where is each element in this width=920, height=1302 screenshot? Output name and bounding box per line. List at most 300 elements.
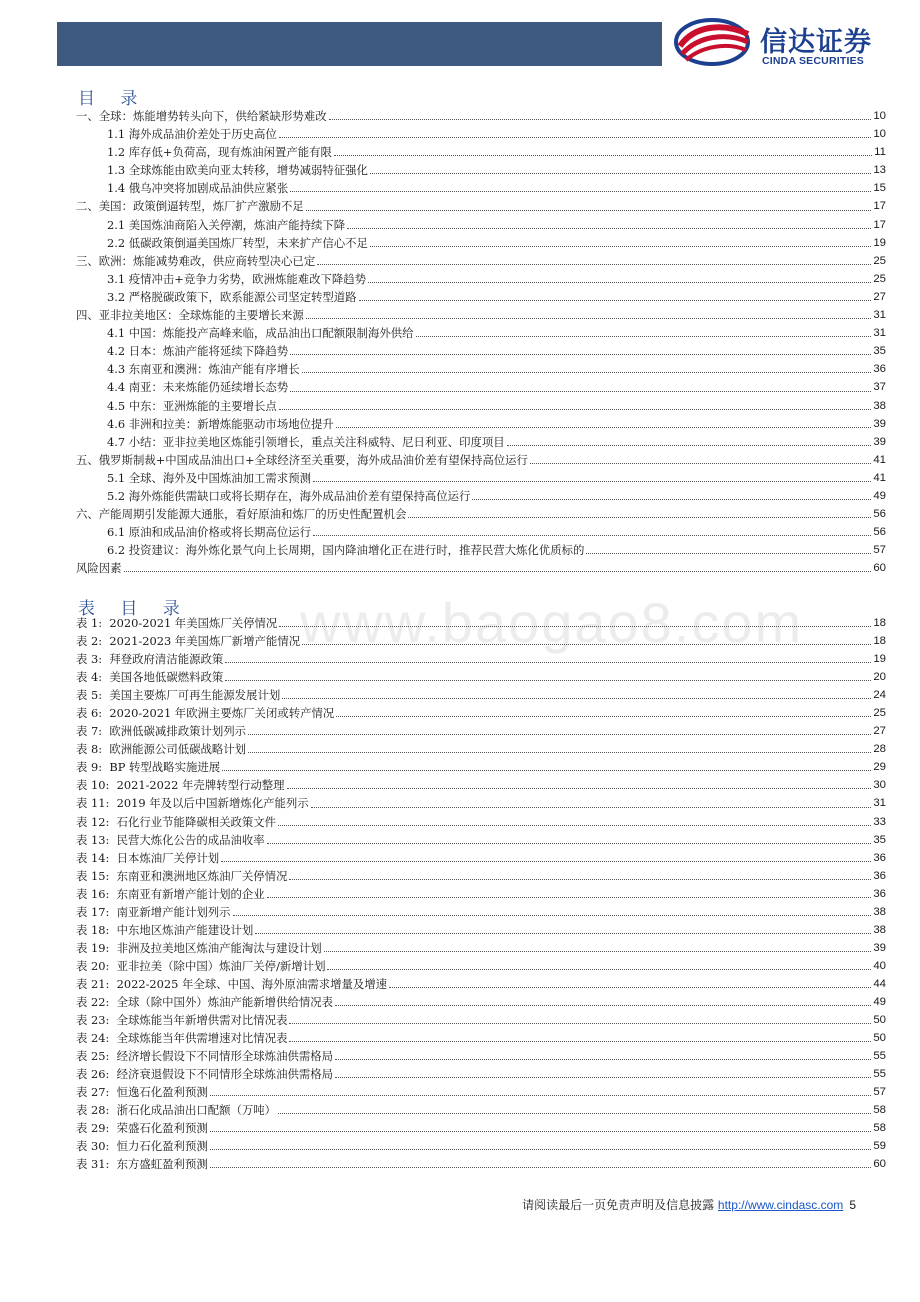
dot-leader <box>248 752 871 753</box>
table-list-entry-label <box>76 1083 208 1101</box>
table-number: 表 31: <box>76 1157 110 1172</box>
table-list-entry-label <box>76 776 285 794</box>
dot-leader <box>311 807 872 808</box>
table-list-entry-page: 58 <box>873 1122 886 1135</box>
toc-entry-label: 5.1 全球、海外及中国炼油加工需求预测 <box>107 470 311 485</box>
dot-leader <box>335 1077 871 1078</box>
toc-entry-page: 27 <box>873 290 886 303</box>
table-list-entry[interactable] <box>76 831 886 849</box>
table-number: 表 6: <box>76 706 103 721</box>
table-list-entry-page: 55 <box>873 1068 886 1081</box>
table-list-entry-label <box>76 1029 287 1047</box>
toc-entry-page: 36 <box>873 363 886 376</box>
table-list-entry-page: 35 <box>873 833 886 846</box>
table-number: 表 9: <box>76 760 103 775</box>
table-list-entry[interactable] <box>76 650 886 668</box>
table-list-entry-label <box>76 957 325 975</box>
table-title: 非洲及拉美地区炼油产能淘汰与建设计划 <box>116 940 322 955</box>
table-list-entry-page: 20 <box>873 671 886 684</box>
dot-leader <box>324 951 872 952</box>
toc-entry-page: 17 <box>873 200 886 213</box>
table-list-entry-page: 57 <box>873 1086 886 1099</box>
toc-entry-page: 17 <box>873 218 886 231</box>
table-list-entry[interactable] <box>76 632 886 650</box>
table-list-entry[interactable] <box>76 1047 886 1065</box>
toc-entry-label: 2.2 低碳政策倒逼美国炼厂转型，未来扩产信心不足 <box>107 235 368 250</box>
dot-leader <box>370 246 871 247</box>
table-list-entry-label <box>76 939 322 957</box>
dot-leader <box>279 409 872 410</box>
table-list-entry[interactable] <box>76 1101 886 1119</box>
toc-entry[interactable] <box>76 378 886 396</box>
table-list-entry[interactable] <box>76 975 886 993</box>
toc-entry[interactable] <box>76 252 886 270</box>
table-list-entry-label <box>76 885 265 903</box>
table-title: 美国各地低碳燃料政策 <box>109 670 224 685</box>
dot-leader <box>507 445 872 446</box>
table-number: 表 10: <box>76 778 110 793</box>
table-title: 东方盛虹盈利预测 <box>116 1157 208 1172</box>
watermark: www.baogao8.com <box>300 591 804 654</box>
dot-leader <box>416 336 872 337</box>
toc-entry[interactable] <box>76 306 886 324</box>
dot-leader <box>317 264 871 265</box>
toc-entry-label: 2.1 美国炼油商陷入关停潮，炼油产能持续下降 <box>107 217 346 232</box>
dot-leader <box>335 1005 871 1006</box>
table-number: 表 24: <box>76 1031 110 1046</box>
table-number: 表 22: <box>76 994 110 1009</box>
table-number: 表 13: <box>76 832 110 847</box>
table-list-entry-label <box>76 1155 208 1173</box>
toc-entry[interactable] <box>76 541 886 559</box>
toc-entry-page: 15 <box>873 182 886 195</box>
table-number: 表 27: <box>76 1085 110 1100</box>
table-number: 表 15: <box>76 868 110 883</box>
dot-leader <box>327 969 871 970</box>
logo-emblem-icon <box>672 16 756 68</box>
table-list-entry[interactable] <box>76 1155 886 1173</box>
toc-entry[interactable] <box>76 161 886 179</box>
table-list-entry-label <box>76 794 309 812</box>
table-list-entry[interactable] <box>76 668 886 686</box>
table-number: 表 21: <box>76 976 110 991</box>
toc-entry-label: 4.1 中国：炼能投产高峰来临，成品油出口配额限制海外供给 <box>107 326 414 341</box>
table-list-entry-page: 29 <box>873 761 886 774</box>
dot-leader <box>472 499 871 500</box>
dot-leader <box>221 861 871 862</box>
toc-entry[interactable] <box>76 433 886 451</box>
table-list-entry[interactable] <box>76 813 886 831</box>
table-number: 表 18: <box>76 922 110 937</box>
dot-leader <box>370 173 871 174</box>
table-list-entry-page: 38 <box>873 905 886 918</box>
table-list-entry[interactable] <box>76 776 886 794</box>
table-list-entry-label <box>76 686 280 704</box>
toc-entry[interactable] <box>76 234 886 252</box>
table-title: 拜登政府清洁能源政策 <box>109 652 224 667</box>
toc-entry[interactable] <box>76 397 886 415</box>
toc-entry-page: 41 <box>873 471 886 484</box>
dot-leader <box>336 716 871 717</box>
table-of-contents <box>76 107 886 577</box>
table-list-entry[interactable] <box>76 1011 886 1029</box>
toc-entry[interactable] <box>76 342 886 360</box>
toc-entry-label: 5.2 海外炼能供需缺口或将长期存在，海外成品油价差有望保持高位运行 <box>107 488 471 503</box>
toc-entry-label: 4.7 小结：亚非拉美地区炼能引领增长，重点关注科威特、尼日利亚、印度项目 <box>107 434 505 449</box>
table-number: 表 2: <box>76 634 103 649</box>
table-list-entry[interactable] <box>76 1119 886 1137</box>
dot-leader <box>334 155 872 156</box>
toc-entry-page: 57 <box>873 544 886 557</box>
table-list-entry[interactable] <box>76 794 886 812</box>
table-list-entry-page: 18 <box>873 635 886 648</box>
table-title: 亚非拉美（除中国）炼油厂关停/新增计划 <box>116 958 326 973</box>
table-list-entry-label <box>76 975 387 993</box>
table-list-entry-label <box>76 921 253 939</box>
table-list-entry-label <box>76 1047 333 1065</box>
dot-leader <box>210 1095 872 1096</box>
toc-entry-page: 49 <box>873 489 886 502</box>
table-list-entry-page: 25 <box>873 707 886 720</box>
dot-leader <box>389 987 871 988</box>
table-list-entry-label <box>76 632 300 650</box>
table-number: 表 29: <box>76 1121 110 1136</box>
dot-leader <box>225 680 871 681</box>
dot-leader <box>313 481 871 482</box>
dot-leader <box>279 626 871 627</box>
table-title: 2020-2021 年美国炼厂关停情况 <box>109 616 278 630</box>
table-list-entry-page: 44 <box>873 977 886 990</box>
table-list-entry[interactable] <box>76 722 886 740</box>
table-list-entry-page: 30 <box>873 779 886 792</box>
table-number: 表 25: <box>76 1049 110 1064</box>
table-title: 民营大炼化公告的成品油收率 <box>116 832 265 847</box>
table-title: 东南亚有新增产能计划的企业 <box>116 886 265 901</box>
toc-entry-label: 4.5 中东：亚洲炼能的主要增长点 <box>107 398 277 413</box>
table-number: 表 5: <box>76 688 103 703</box>
dot-leader <box>290 191 871 192</box>
toc-title: 目 录 <box>78 89 148 109</box>
table-title: 美国主要炼厂可再生能源发展计划 <box>109 688 281 703</box>
toc-entry-page: 41 <box>873 453 886 466</box>
toc-entry-label: 6.2 投资建议：海外炼化景气向上长周期，国内降油增化正在进行时，推荐民营大炼化优质标的 <box>107 543 585 558</box>
toc-entry-page: 10 <box>873 110 886 122</box>
table-number: 表 8: <box>76 742 103 757</box>
table-list-entry[interactable] <box>76 614 886 632</box>
website-link[interactable]: http://www.cindasc.com <box>717 1198 844 1212</box>
table-list-entry[interactable] <box>76 1083 886 1101</box>
table-title: 2019 年及以后中国新增炼化产能列示 <box>116 796 309 811</box>
toc-entry-page: 25 <box>873 272 886 285</box>
dot-leader <box>302 372 872 373</box>
table-number: 表 20: <box>76 958 110 973</box>
table-title: 2022-2025 年全球、中国、海外原油需求增量及增速 <box>116 976 388 991</box>
toc-entry[interactable] <box>76 360 886 378</box>
list-of-tables <box>76 614 886 1173</box>
toc-entry[interactable] <box>76 125 886 143</box>
dot-leader <box>586 553 871 554</box>
dot-leader <box>124 571 872 572</box>
table-title: 经济衰退假设下不同情形全球炼油供需格局 <box>116 1067 334 1082</box>
dot-leader <box>290 391 871 392</box>
table-list-entry-page: 58 <box>873 1104 886 1117</box>
dot-leader <box>359 300 872 301</box>
toc-entry-label: 3.1 疫情冲击+竞争力劣势，欧洲炼能难改下降趋势 <box>107 271 367 286</box>
table-list-entry[interactable] <box>76 686 886 704</box>
toc-entry[interactable] <box>76 179 886 197</box>
toc-entry-label: 风险因素 <box>76 561 122 576</box>
dot-leader <box>233 915 872 916</box>
dot-leader <box>313 535 871 536</box>
toc-entry-label: 三、欧洲：炼能减势难改，供应商转型决心已定 <box>76 253 316 268</box>
toc-entry-label: 4.3 东南亚和澳洲：炼油产能有序增长 <box>107 362 300 377</box>
table-number: 表 26: <box>76 1067 110 1082</box>
table-list-entry-page: 39 <box>873 941 886 954</box>
toc-entry-label: 一、全球：炼能增势转头向下，供给紧缺形势难改 <box>76 109 327 123</box>
page-number: 5 <box>849 1198 856 1212</box>
table-list-entry-label <box>76 1065 333 1083</box>
table-list-entry-page: 55 <box>873 1050 886 1063</box>
toc-entry[interactable] <box>76 288 886 306</box>
dot-leader <box>222 770 871 771</box>
toc-entry[interactable] <box>76 523 886 541</box>
toc-entry[interactable] <box>76 143 886 161</box>
dot-leader <box>248 734 871 735</box>
toc-entry[interactable] <box>76 469 886 487</box>
toc-entry-page: 39 <box>873 435 886 448</box>
toc-entry[interactable] <box>76 487 886 505</box>
table-list-entry-label <box>76 993 333 1011</box>
table-title: 2021-2022 年壳牌转型行动整理 <box>116 778 285 793</box>
table-title: 石化行业节能降碳相关政策文件 <box>116 814 277 829</box>
table-number: 表 14: <box>76 850 110 865</box>
table-list-entry-page: 18 <box>873 617 886 629</box>
table-title: 全球炼能当年新增供需对比情况表 <box>116 1013 288 1028</box>
toc-entry[interactable] <box>76 216 886 234</box>
table-list-entry[interactable] <box>76 740 886 758</box>
table-list-entry-label <box>76 740 246 758</box>
dot-leader <box>279 137 872 138</box>
table-list-entry-page: 36 <box>873 869 886 882</box>
toc-entry-page: 11 <box>874 146 886 159</box>
table-number: 表 7: <box>76 724 103 739</box>
toc-entry-page: 56 <box>873 526 886 539</box>
table-title: 日本炼油厂关停计划 <box>116 850 220 865</box>
table-list-entry-page: 27 <box>873 725 886 738</box>
toc-entry[interactable] <box>76 270 886 288</box>
tables-list-title: 表 目 录 <box>78 599 190 619</box>
dot-leader <box>289 1041 871 1042</box>
table-list-entry[interactable] <box>76 867 886 885</box>
toc-entry-label: 4.2 日本：炼油产能将延续下降趋势 <box>107 344 289 359</box>
table-list-entry-label <box>76 903 231 921</box>
dot-leader <box>225 662 871 663</box>
table-number: 表 17: <box>76 904 110 919</box>
table-title: 中东地区炼油产能建设计划 <box>116 922 254 937</box>
table-list-entry-page: 19 <box>873 653 886 666</box>
table-list-entry[interactable] <box>76 704 886 722</box>
toc-entry-page: 38 <box>873 399 886 412</box>
table-number: 表 28: <box>76 1103 110 1118</box>
dot-leader <box>306 318 872 319</box>
table-list-entry[interactable] <box>76 1065 886 1083</box>
table-title: 恒逸石化盈利预测 <box>116 1085 208 1100</box>
table-list-entry[interactable] <box>76 921 886 939</box>
toc-entry-label: 1.3 全球炼能由欧美向亚太转移，增势减弱特征强化 <box>107 163 368 178</box>
toc-entry-page: 10 <box>873 128 886 141</box>
dot-leader <box>335 1059 871 1060</box>
table-list-entry-page: 50 <box>873 1014 886 1027</box>
table-title: 荣盛石化盈利预测 <box>116 1121 208 1136</box>
table-title: 欧洲能源公司低碳战略计划 <box>109 742 247 757</box>
toc-entry-label: 3.2 严格脱碳政策下，欧系能源公司坚定转型道路 <box>107 289 357 304</box>
table-list-entry-label <box>76 668 223 686</box>
dot-leader <box>210 1131 872 1132</box>
dot-leader <box>302 644 871 645</box>
table-list-entry-page: 33 <box>873 815 886 828</box>
dot-leader <box>336 427 872 428</box>
table-title: 2020-2021 年欧洲主要炼厂关闭或转产情况 <box>109 706 335 721</box>
table-list-entry-label <box>76 650 223 668</box>
table-list-entry-page: 50 <box>873 1032 886 1045</box>
table-title: 经济增长假设下不同情形全球炼油供需格局 <box>116 1049 334 1064</box>
table-number: 表 16: <box>76 886 110 901</box>
toc-entry-label: 二、美国：政策倒逼转型，炼厂扩产激励不足 <box>76 199 304 214</box>
toc-entry[interactable] <box>76 324 886 342</box>
header-bar <box>57 22 662 66</box>
dot-leader <box>210 1149 872 1150</box>
table-list-entry-label <box>76 813 276 831</box>
table-number: 表 1: <box>76 616 103 630</box>
toc-entry[interactable] <box>76 559 886 577</box>
table-list-entry-page: 60 <box>873 1158 886 1171</box>
table-number: 表 30: <box>76 1139 110 1154</box>
toc-entry[interactable] <box>76 415 886 433</box>
page-footer <box>522 1196 856 1213</box>
table-list-entry[interactable] <box>76 849 886 867</box>
table-number: 表 12: <box>76 814 110 829</box>
table-list-entry-page: 31 <box>873 797 886 810</box>
toc-entry-page: 35 <box>873 345 886 358</box>
table-list-entry-page: 59 <box>873 1140 886 1153</box>
table-title: BP 转型战略实施进展 <box>109 760 221 775</box>
toc-entry[interactable] <box>76 505 886 523</box>
dot-leader <box>306 210 872 211</box>
table-title: 全球（除中国外）炼油产能新增供给情况表 <box>116 994 334 1009</box>
table-list-entry-page: 36 <box>873 851 886 864</box>
table-list-entry-label <box>76 1101 276 1119</box>
dot-leader <box>368 282 871 283</box>
toc-entry-page: 31 <box>873 327 886 340</box>
dot-leader <box>289 879 871 880</box>
table-list-entry[interactable] <box>76 758 886 776</box>
dot-leader <box>278 1113 871 1114</box>
company-logo <box>672 16 902 72</box>
table-number: 表 19: <box>76 940 110 955</box>
toc-entry[interactable] <box>76 451 886 469</box>
toc-entry-page: 60 <box>873 562 886 575</box>
dot-leader <box>408 517 871 518</box>
table-title: 2021-2023 年美国炼厂新增产能情况 <box>109 634 301 649</box>
table-list-entry-page: 49 <box>873 995 886 1008</box>
toc-entry-page: 13 <box>873 164 886 177</box>
toc-entry-label: 4.4 南亚：未来炼能仍延续增长态势 <box>107 380 289 395</box>
dot-leader <box>282 698 871 699</box>
dot-leader <box>255 933 871 934</box>
dot-leader <box>530 463 871 464</box>
table-list-entry-label <box>76 849 219 867</box>
toc-entry-page: 56 <box>873 508 886 521</box>
toc-entry-label: 1.4 俄乌冲突将加剧成品油供应紧张 <box>107 181 289 196</box>
table-list-entry-page: 36 <box>873 887 886 900</box>
table-list-entry[interactable] <box>76 885 886 903</box>
table-number: 表 11: <box>76 796 110 811</box>
table-number: 表 23: <box>76 1013 110 1028</box>
table-list-entry-page: 28 <box>873 743 886 756</box>
toc-entry-label: 五、俄罗斯制裁+中国成品油出口+全球经济至关重要，海外成品油价差有望保持高位运行 <box>76 452 528 467</box>
table-list-entry-label <box>76 831 265 849</box>
table-list-entry[interactable] <box>76 939 886 957</box>
table-title: 南亚新增产能计划列示 <box>116 904 231 919</box>
toc-entry[interactable] <box>76 107 886 125</box>
table-title: 浙石化成品油出口配额（万吨） <box>116 1103 277 1118</box>
dot-leader <box>289 1023 871 1024</box>
brand-name-cn: 信达证券 <box>760 27 872 58</box>
table-list-entry-label <box>76 614 277 632</box>
table-list-entry[interactable] <box>76 993 886 1011</box>
toc-entry-page: 31 <box>873 309 886 322</box>
table-list-entry[interactable] <box>76 1029 886 1047</box>
dot-leader <box>290 354 871 355</box>
table-title: 恒力石化盈利预测 <box>116 1139 208 1154</box>
dot-leader <box>210 1167 872 1168</box>
table-list-entry-label <box>76 758 220 776</box>
table-list-entry-label <box>76 704 334 722</box>
disclaimer-text: 请阅读最后一页免责声明及信息披露 <box>522 1198 718 1212</box>
table-title: 全球炼能当年供需增速对比情况表 <box>116 1031 288 1046</box>
table-list-entry-label <box>76 1137 208 1155</box>
toc-entry-label: 1.1 海外成品油价差处于历史高位 <box>107 127 277 142</box>
dot-leader <box>329 119 872 120</box>
table-list-entry-page: 40 <box>873 959 886 972</box>
table-list-entry-page: 24 <box>873 689 886 702</box>
table-list-entry[interactable] <box>76 903 886 921</box>
toc-entry-label: 四、亚非拉美地区：全球炼能的主要增长来源 <box>76 308 304 323</box>
toc-entry-page: 37 <box>873 381 886 394</box>
table-title: 东南亚和澳洲地区炼油厂关停情况 <box>116 868 288 883</box>
table-list-entry-label <box>76 722 246 740</box>
dot-leader <box>287 788 872 789</box>
toc-entry-page: 19 <box>873 236 886 249</box>
toc-entry-label: 6.1 原油和成品油价格或将长期高位运行 <box>107 525 311 540</box>
table-number: 表 3: <box>76 652 103 667</box>
toc-entry-page: 25 <box>873 254 886 267</box>
toc-entry[interactable] <box>76 197 886 215</box>
dot-leader <box>278 825 871 826</box>
toc-entry-label: 1.2 库存低+负荷高，现有炼油闲置产能有限 <box>107 145 332 160</box>
table-list-entry-label <box>76 1119 208 1137</box>
toc-entry-label: 六、产能周期引发能源大通胀，看好原油和炼厂的历史性配置机会 <box>76 507 407 522</box>
table-list-entry[interactable] <box>76 957 886 975</box>
dot-leader <box>267 843 872 844</box>
brand-name-en: CINDA SECURITIES <box>762 55 864 67</box>
table-list-entry-label <box>76 867 287 885</box>
table-title: 欧洲低碳减排政策计划列示 <box>109 724 247 739</box>
table-list-entry-page: 38 <box>873 923 886 936</box>
table-number: 表 4: <box>76 670 103 685</box>
table-list-entry[interactable] <box>76 1137 886 1155</box>
toc-entry-page: 39 <box>873 417 886 430</box>
